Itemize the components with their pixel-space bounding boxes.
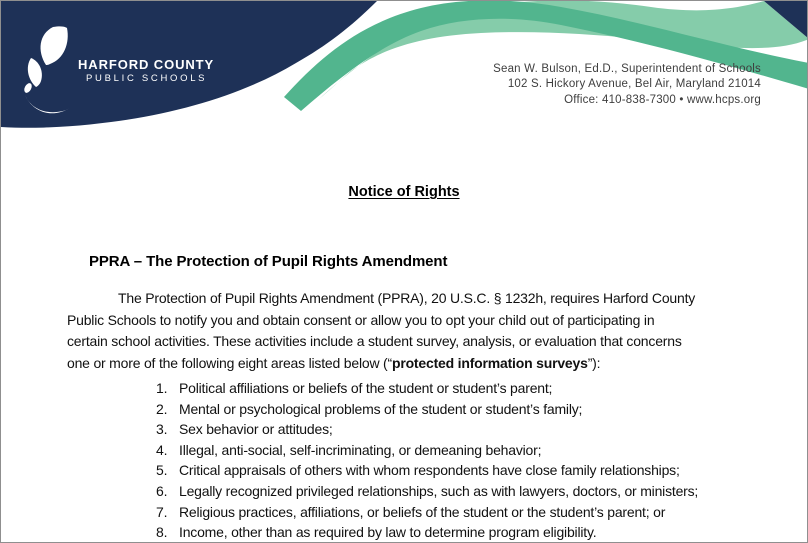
paragraph-line: certain school activities. These activities include a student survey, analysis, or evaluation that concerns: [67, 333, 682, 349]
list-item: [156, 399, 776, 420]
logo-wordmark-line2: PUBLIC SCHOOLS: [86, 73, 208, 84]
protected-areas-list: [156, 378, 776, 543]
list-item-number: 8.: [156, 524, 168, 541]
contact-superintendent: Sean W. Bulson, Ed.D., Superintendent of Schools: [493, 63, 761, 75]
section-heading-ppra: PPRA – The Protection of Pupil Rights Amendment: [89, 253, 448, 270]
paragraph-line4-post: ”):: [587, 354, 601, 371]
list-item-number: 5.: [156, 462, 168, 479]
list-item: [156, 378, 776, 399]
list-item-text: Income, other than as required by law to determine program eligibility.: [179, 524, 597, 541]
list-item-number: 7.: [156, 503, 168, 520]
list-item-number: 4.: [156, 441, 168, 458]
protected-information-surveys-bold: protected information surveys: [391, 354, 588, 371]
paragraph-line4-pre: one or more of the following eight areas listed below (“: [67, 354, 392, 371]
list-item-text: Sex behavior or attitudes;: [179, 421, 333, 438]
contact-address: 102 S. Hickory Avenue, Bel Air, Maryland 21014: [507, 78, 761, 91]
contact-phone-web: Office: 410-838-7300 • www.hcps.org: [564, 93, 761, 106]
list-item: [156, 502, 776, 523]
list-item-text: Illegal, anti-social, self-incriminating, or demeaning behavior;: [179, 441, 542, 458]
list-item-text: Religious practices, affiliations, or beliefs of the student or the student’s parent; or: [179, 503, 666, 520]
paragraph-line: [67, 353, 757, 375]
list-item-text: Mental or psychological problems of the student or student’s family;: [179, 400, 583, 417]
list-item: [156, 481, 776, 502]
list-item-number: 1.: [156, 380, 168, 396]
list-item-number: 2.: [156, 400, 168, 417]
list-item-text: Legally recognized privileged relationships, such as with lawyers, doctors, or ministers;: [179, 482, 699, 499]
logo-wordmark-line1: HARFORD COUNTY: [78, 57, 215, 72]
contact-block: [493, 62, 761, 108]
list-item-text: Political affiliations or beliefs of the student or student’s parent;: [179, 380, 553, 396]
list-item: [156, 460, 776, 481]
list-item: [156, 440, 776, 461]
list-item: [156, 419, 776, 440]
paragraph-line: The Protection of Pupil Rights Amendment (PPRA), 20 U.S.C. § 1232h, requires Harford County: [118, 290, 696, 306]
document-title: Notice of Rights: [348, 184, 460, 200]
list-item-text: Critical appraisals of others with whom respondents have close family relationships;: [179, 462, 680, 479]
list-item-number: 3.: [156, 421, 168, 438]
intro-paragraph: [67, 288, 757, 374]
paragraph-line: Public Schools to notify you and obtain consent or allow you to opt your child out of participating in: [67, 311, 655, 328]
list-item: [156, 522, 776, 543]
list-item-number: 6.: [156, 482, 168, 499]
